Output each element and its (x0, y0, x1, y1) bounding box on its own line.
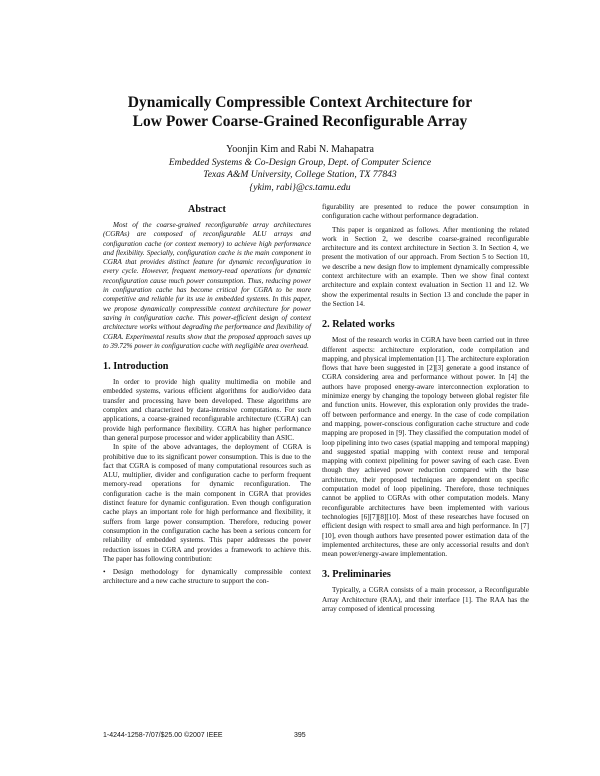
title-line-1: Dynamically Compressible Context Architecture for (127, 94, 473, 111)
intro-paragraph-2: In spite of the above advantages, the deployment of CGRA is prohibitive due to its significant power consumption. This is due to the fact that CGRA is composed of many computational resources such as ALU, multiplier, divider and configuration cache to perform frequent memory-read operations for dynamic reconfiguration. The configuration cache is the main component in CGRA that provides distinct feature for dynamic configuration. Even though configuration cache plays an important role for high performance and flexibility, it suffers from large power consumption. Therefore, reducing power consumption in the configuration cache has been a serious concern for reliability of embedded systems. This paper addresses the power reduction issues in CGRA and provides a framework to achieve this. The paper has following contribution: (103, 443, 311, 563)
author-block (60, 144, 540, 194)
introduction-heading: 1. Introduction (103, 361, 169, 373)
paper-title (60, 93, 540, 131)
intro-paragraph-1: In order to provide high quality multimedia on mobile and embedded systems, various efficient algorithms for audio/video data transfer and processing have been developed. These algorithms are complex and characterized by data-intensive computations. For such applications, a coarse-grained reconfigurable architecture (CGRA) can provide high performance flexibility. CGRA has higher performance than general purpose processor and wider applicability than ASIC. (103, 378, 311, 442)
affiliation-university: Texas A&M University, College Station, TX 77843 (203, 169, 397, 180)
author-names: Yoonjin Kim and Rabi N. Mahapatra (226, 144, 374, 155)
preliminaries-heading: 3. Preliminaries (322, 569, 391, 581)
related-works-text: Most of the research works in CGRA have been carried out in three different aspects: architecture exploration, code compilation and mapping, and physical implementation [1]. The architecture exploration flows that have been suggested in [2][3] generate a good instance of CGRA considering area and performance without power. In [4] the authors have proposed energy-aware interconnection exploration to minimize energy by changing the topology between global register file and function units. However, this exploration only provides the trade-off between performance and energy. In the case of code compilation and mapping, power-conscious configuration cache structure and code mapping are proposed in [9]. They classified the computation model of loop pipelining into two cases (spatial mapping and temporal mapping) and suggested spatial mapping with context reuse and temporal mapping with context pipelining for power saving of each case. Even though they achieved power reduction compared with the base architecture, their proposed techniques are dependent on specific computation model of loop pipelining. Therefore, those techniques cannot be applied to CGRAs with other computation models. Many reconfigurable architectures have been implemented with various technologies [6][7][8][10]. Most of these researches have focused on efficient design with respect to small area and high performance. In [7][10], even though authors have presented power estimation data of the implemented architectures, these are only accessorial results and don't mean power/energy-aware implementation. (322, 336, 529, 559)
page-number: 395 (294, 732, 306, 739)
abstract-heading: Abstract (188, 204, 226, 215)
contribution-continuation: figurability are presented to reduce the power consumption in configuration cache without performance degradation. (322, 203, 529, 221)
title-line-2: Low Power Coarse-Grained Reconfigurable Array (132, 113, 468, 130)
contribution-item: • Design methodology for dynamically compressible context architecture and a new cache structure to support the con- (103, 568, 311, 586)
preliminaries-text: Typically, a CGRA consists of a main processor, a Reconfigurable Array Architecture (RAA), and their interface [1]. The RAA has the array composed of identical processing (322, 586, 529, 613)
affiliation-dept: Embedded Systems & Co-Design Group, Dept. of Computer Science (168, 156, 432, 168)
related-works-heading: 2. Related works (322, 319, 395, 331)
right-column (322, 203, 529, 614)
footer-isbn: 1-4244-1258-7/07/$25.00 ©2007 IEEE (103, 732, 223, 739)
left-column (103, 203, 311, 587)
author-email: {ykim, rabi}@cs.tamu.edu (249, 181, 351, 193)
contribution-list (103, 568, 311, 587)
abstract-text: Most of the coarse-grained reconfigurable array architectures (CGRAs) are composed of reconfigurable ALU arrays and configuration cache (or context memory) to achieve high performance and flexibility. Specially, configuration cache is the main component in CGRA that provides distinct feature for dynamic reconfiguration in every cycle. However, frequent memory-read operations for dynamic reconfiguration cause much power consumption. Thus, reducing power in configuration cache has become critical for CGRA to be more competitive and reliable for its use in embedded systems. In this paper, we propose dynamically compressible context architecture for power saving in configuration cache. This power-efficient design of context architecture works without degrading the performance and flexibility of CGRA. Experimental results show that the proposed approach saves up to 39.72% power in configuration cache with negligible area overhead. (103, 221, 311, 350)
organization-paragraph: This paper is organized as follows. After mentioning the related work in Section 2, we describe coarse-grained reconfigurable architecture and its context architecture in Section 3. In Section 4, we present the motivation of our approach. From Section 5 to Section 10, we describe a new design flow to implement dynamically compressible context architecture with an example. Then we show final context architecture and explain context evaluation in Section 11 and 12. We show the experimental results in Section 13 and conclude the paper in the Section 14. (322, 225, 529, 308)
